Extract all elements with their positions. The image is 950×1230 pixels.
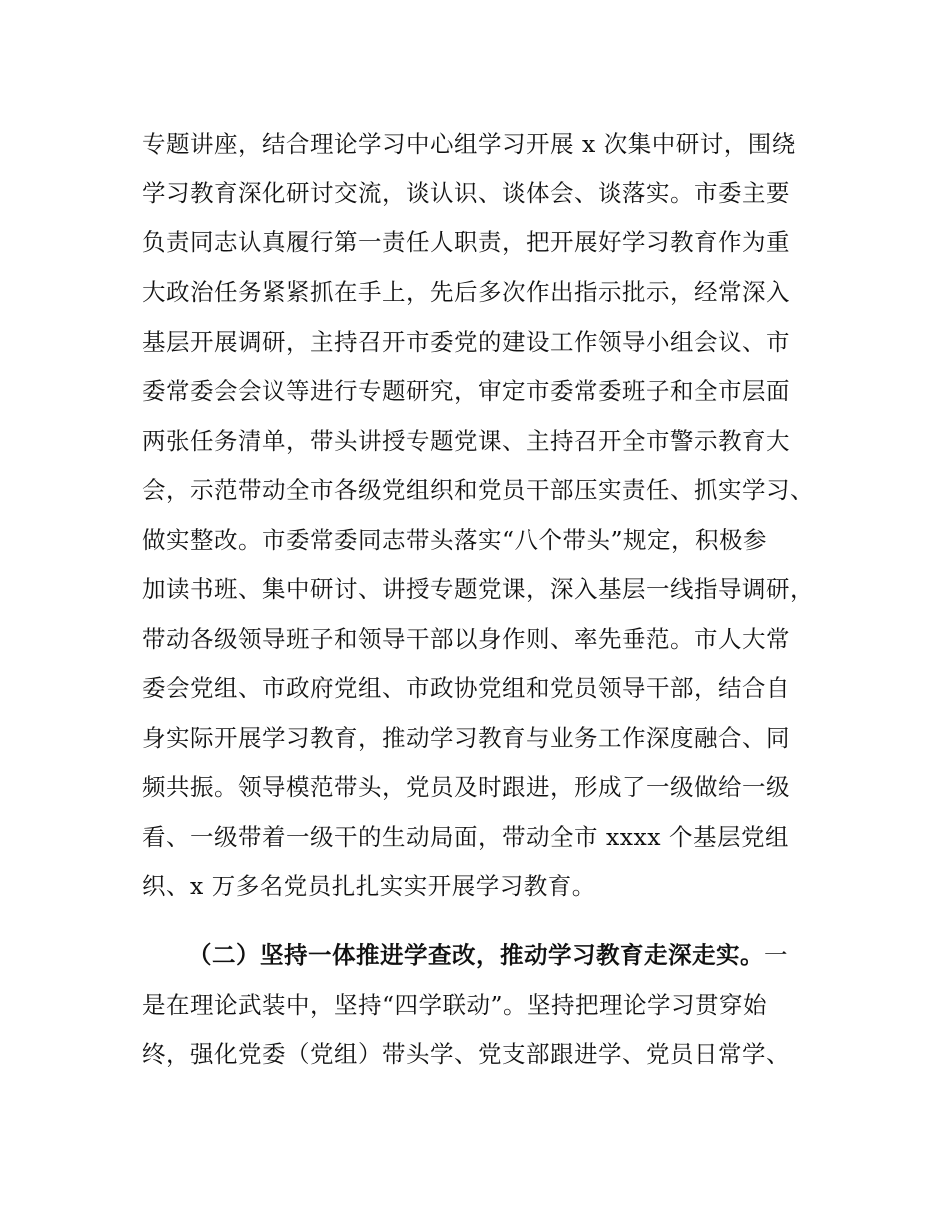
body-text-line: 委会党组、市政府党组、市政协党组和党员领导干部，结合自: [142, 674, 790, 702]
body-text-line: 终，强化党委（党组）带头学、党支部跟进学、党员日常学、: [142, 1040, 790, 1068]
body-text-line: 委常委会会议等进行专题研究，审定市委常委班子和全市层面: [142, 377, 790, 405]
body-text-line: 织、x 万多名党员扎扎实实开展学习教育。: [142, 872, 596, 900]
body-text-line: 带动各级领导班子和领导干部以身作则、率先垂范。市人大常: [142, 625, 790, 653]
section-heading: （二）坚持一体推进学查改，推动学习教育走深走实。: [188, 941, 764, 969]
body-text-line: 是在理论武装中，坚持“四学联动”。坚持把理论学习贯穿始: [142, 991, 768, 1019]
body-text-line: 频共振。领导模范带头，党员及时跟进，形成了一级做给一级: [142, 773, 790, 801]
body-text-line: 看、一级带着一级干的生动局面，带动全市 xxxx 个基层党组: [142, 823, 789, 851]
body-text-line: 基层开展调研，主持召开市委党的建设工作领导小组会议、市: [142, 328, 790, 356]
section-heading-line: [188, 935, 788, 975]
body-text-fragment: 一: [764, 941, 788, 969]
body-text-line: 负责同志认真履行第一责任人职责，把开展好学习教育作为重: [142, 228, 790, 256]
body-text-line: 身实际开展学习教育，推动学习教育与业务工作深度融合、同: [142, 724, 790, 752]
body-text-line: 会，示范带动全市各级党组织和党员干部压实责任、抓实学习、: [142, 476, 814, 504]
body-text-line: 大政治任务紧紧抓在手上，先后多次作出指示批示，经常深入: [142, 278, 790, 306]
body-text-line: 两张任务清单，带头讲授专题党课、主持召开全市警示教育大: [142, 427, 790, 455]
body-text-line: 专题讲座，结合理论学习中心组学习开展 x 次集中研讨，围绕: [142, 130, 796, 158]
body-text-line: 学习教育深化研讨交流，谈认识、谈体会、谈落实。市委主要: [142, 179, 790, 207]
body-text-line: 加读书班、集中研讨、讲授专题党课，深入基层一线指导调研，: [142, 575, 814, 603]
body-text-line: 做实整改。市委常委同志带头落实“八个带头”规定，积极参: [142, 526, 768, 554]
